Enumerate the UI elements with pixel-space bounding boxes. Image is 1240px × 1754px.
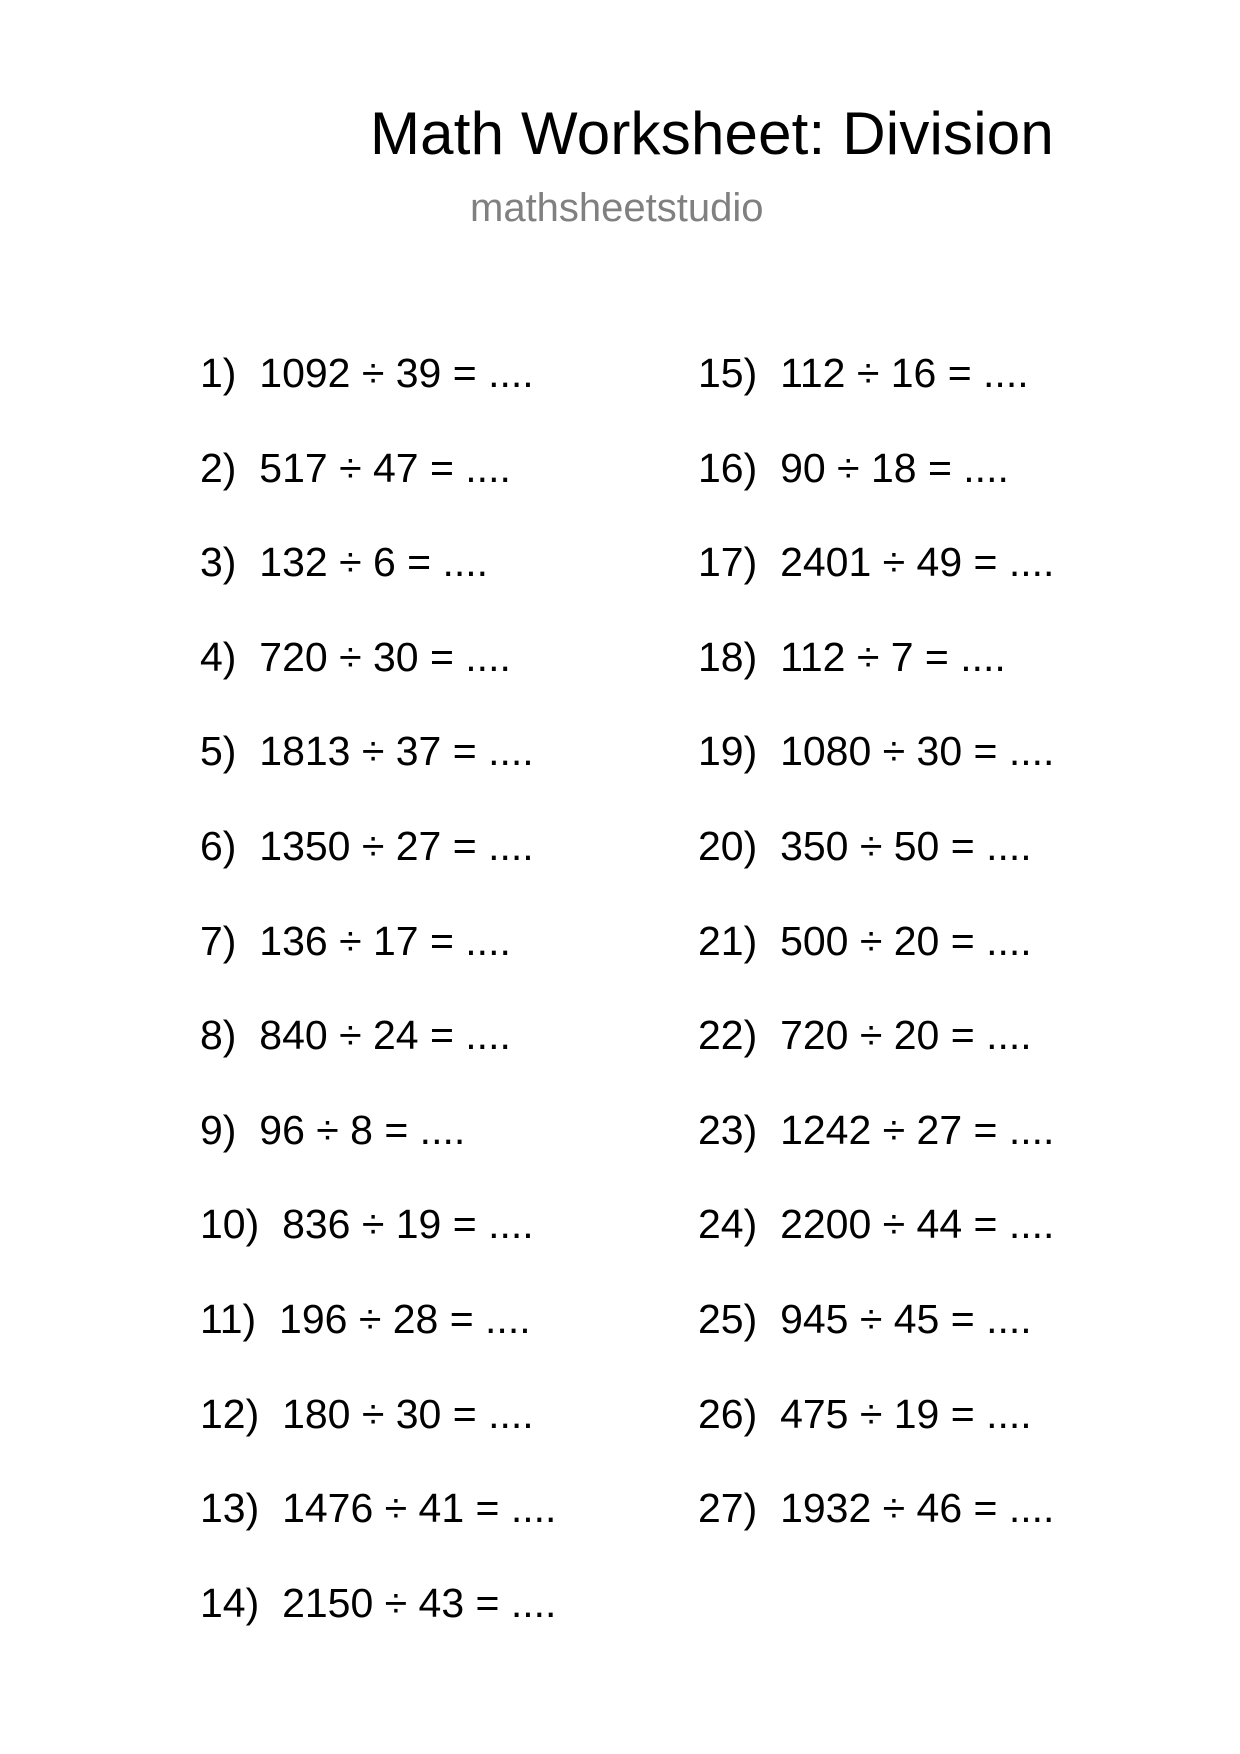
problem-expression: 2150 ÷ 43 = .... (282, 1580, 557, 1626)
problem-expression: 720 ÷ 30 = .... (259, 634, 511, 680)
problem-number: 24) (698, 1201, 758, 1247)
problem-item (698, 916, 1032, 966)
problem-item (698, 348, 1029, 398)
worksheet-subtitle: mathsheetstudio (470, 186, 764, 230)
problem-item (200, 1105, 465, 1155)
problem-item (200, 1199, 534, 1249)
problem-item (200, 1483, 556, 1533)
problem-item (698, 632, 1006, 682)
problem-number: 2) (200, 445, 237, 491)
problem-expression: 132 ÷ 6 = .... (259, 539, 489, 585)
problem-item (200, 821, 534, 871)
problem-number: 25) (698, 1296, 758, 1342)
problem-number: 12) (200, 1391, 260, 1437)
problem-number: 22) (698, 1012, 758, 1058)
problem-item (698, 1010, 1032, 1060)
problem-number: 14) (200, 1580, 260, 1626)
problem-expression: 112 ÷ 7 = .... (780, 634, 1006, 680)
problem-item (698, 1199, 1054, 1249)
problem-expression: 2401 ÷ 49 = .... (780, 539, 1055, 585)
problem-item (698, 1483, 1054, 1533)
problem-expression: 1813 ÷ 37 = .... (259, 728, 534, 774)
problem-expression: 840 ÷ 24 = .... (259, 1012, 511, 1058)
problem-number: 19) (698, 728, 758, 774)
problem-expression: 196 ÷ 28 = .... (279, 1296, 531, 1342)
problem-item (200, 443, 511, 493)
problem-expression: 500 ÷ 20 = .... (780, 918, 1032, 964)
problem-expression: 836 ÷ 19 = .... (282, 1201, 534, 1247)
problem-number: 23) (698, 1107, 758, 1153)
worksheet-title: Math Worksheet: Division (370, 100, 1054, 167)
problem-expression: 475 ÷ 19 = .... (780, 1391, 1032, 1437)
problem-item (200, 1010, 511, 1060)
problem-number: 15) (698, 350, 758, 396)
problem-item (698, 537, 1054, 587)
problem-expression: 1092 ÷ 39 = .... (259, 350, 534, 396)
problem-expression: 350 ÷ 50 = .... (780, 823, 1032, 869)
problem-expression: 136 ÷ 17 = .... (259, 918, 511, 964)
problem-expression: 517 ÷ 47 = .... (259, 445, 511, 491)
problem-number: 13) (200, 1485, 260, 1531)
problem-item (200, 1578, 556, 1628)
problem-number: 26) (698, 1391, 758, 1437)
problem-item (200, 537, 488, 587)
problem-expression: 1242 ÷ 27 = .... (780, 1107, 1055, 1153)
problem-number: 18) (698, 634, 758, 680)
problem-item (200, 632, 511, 682)
problem-expression: 1350 ÷ 27 = .... (259, 823, 534, 869)
problem-number: 20) (698, 823, 758, 869)
problem-number: 3) (200, 539, 237, 585)
problem-item (200, 1294, 531, 1344)
problem-expression: 96 ÷ 8 = .... (259, 1107, 466, 1153)
problem-item (698, 1389, 1032, 1439)
problem-number: 8) (200, 1012, 237, 1058)
problem-item (698, 726, 1054, 776)
problem-item (698, 443, 1009, 493)
problem-number: 16) (698, 445, 758, 491)
problem-expression: 180 ÷ 30 = .... (282, 1391, 534, 1437)
problem-item (200, 916, 511, 966)
problem-item (698, 821, 1032, 871)
problem-item (200, 1389, 534, 1439)
problem-expression: 1476 ÷ 41 = .... (282, 1485, 557, 1531)
problem-item (698, 1105, 1054, 1155)
problem-item (698, 1294, 1032, 1344)
problem-number: 10) (200, 1201, 260, 1247)
problem-item (200, 726, 534, 776)
problem-number: 11) (200, 1296, 257, 1342)
problem-expression: 1932 ÷ 46 = .... (780, 1485, 1055, 1531)
problem-expression: 720 ÷ 20 = .... (780, 1012, 1032, 1058)
problem-number: 1) (200, 350, 237, 396)
problem-number: 17) (698, 539, 758, 585)
problem-number: 5) (200, 728, 237, 774)
problem-number: 21) (698, 918, 758, 964)
problem-number: 9) (200, 1107, 237, 1153)
problem-number: 4) (200, 634, 237, 680)
problem-number: 27) (698, 1485, 758, 1531)
problem-expression: 945 ÷ 45 = .... (780, 1296, 1032, 1342)
problem-expression: 112 ÷ 16 = .... (780, 350, 1029, 396)
problem-expression: 2200 ÷ 44 = .... (780, 1201, 1055, 1247)
problem-expression: 90 ÷ 18 = .... (780, 445, 1009, 491)
problem-number: 6) (200, 823, 237, 869)
problem-expression: 1080 ÷ 30 = .... (780, 728, 1055, 774)
problem-item (200, 348, 534, 398)
problem-number: 7) (200, 918, 237, 964)
